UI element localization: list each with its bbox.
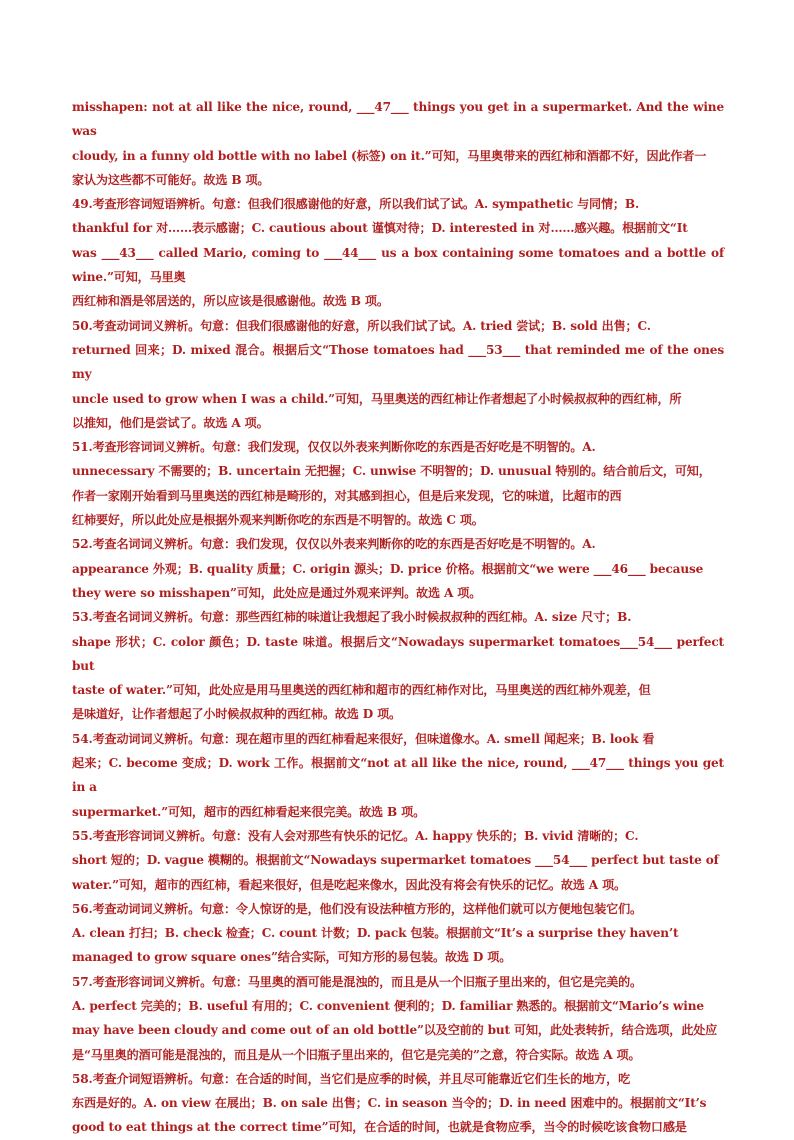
text-line: uncle used to grow when I was a child.”可知，马里奥送的西红柿让作者想起了小时候叔叔种的西红柿，所: [72, 391, 682, 406]
text-line: may have been cloudy and come out of an old bottle”以及空前的 but 可知，此处表转折，结合选项，此处应: [72, 1023, 718, 1038]
text-line: 是“马里奥的酒可能是混浊的，而且是从一个旧瓶子里出来的，但它是完美的”之意，符合实际。故选 A 项。: [72, 1047, 641, 1062]
text-line: misshapen: not at all like the nice, round, ___47___ things you get in a supermarket. And the wine was: [72, 100, 724, 139]
text-line: unnecessary 不需要的；B. uncertain 无把握；C. unwise 不明智的；D. unusual 特别的。结合前后文，可知，: [72, 464, 711, 479]
text-line: supermarket.”可知，超市的西红柿看起来很完美。故选 B 项。: [72, 804, 426, 819]
text-line: taste of water.”可知，此处应是用马里奥送的西红柿和超市的西红柿作对比，马里奥送的西红柿外观差，但: [72, 683, 651, 698]
text-line: 是味道好，让作者想起了小时候叔叔种的西红柿。故选 D 项。: [72, 707, 401, 722]
text-line: A. perfect 完美的；B. useful 有用的；C. convenient 便利的；D. familiar 熟悉的。根据前文“Mario’s wine: [72, 998, 704, 1013]
text-line: 作者一家刚开始看到马里奥送的西红柿是畸形的，对其感到担心，但是后来发现，它的味道，比超市的西: [72, 488, 622, 503]
text-line: 起来；C. become 变成；D. work 工作。根据前文“not at all like the nice, round, ___47___ things you get in a: [72, 756, 724, 795]
text-line: returned 回来；D. mixed 混合。根据后文“Those tomatoes had ___53___ that reminded me of the ones my: [72, 342, 724, 382]
text-line: cloudy, in a funny old bottle with no label (标签) on it.”可知，马里奥带来的西红柿和酒都不好，因此作者一: [72, 148, 707, 163]
text-line: thankful for 对……表示感谢；C. cautious about 谨慎对待；D. interested in 对……感兴趣。根据前文“It: [72, 221, 688, 236]
text-line: 49.考查形容词短语辨析。句意：但我们很感谢他的好意，所以我们试了试。A. sympathetic 与同情；B.: [72, 197, 640, 212]
text-line: appearance 外观；B. quality 质量；C. origin 源头；D. price 价格。根据前文“we were ___46___ because: [72, 561, 704, 576]
text-line: 57.考查形容词词义辨析。句意：马里奥的酒可能是混浊的，而且是从一个旧瓶子里出来的，但它是完美的。: [72, 974, 643, 989]
text-line: 52.考查名词词义辨析。句意：我们发现，仅仅以外表来判断你的吃的东西是否好吃是不明智的。A.: [72, 537, 596, 552]
text-line: 50.考查动词词义辨析。句意：但我们很感谢他的好意，所以我们试了试。A. tried 尝试；B. sold 出售；C.: [72, 318, 651, 333]
text-line: good to eat things at the correct time”可知，在合适的时间，也就是食物应季，当令的时候吃该食物口感是: [72, 1120, 687, 1135]
text-line: water.”可知，超市的西红柿，看起来很好，但是吃起来像水，因此没有将会有快乐的记忆。故选 A 项。: [72, 877, 626, 892]
text-line: 东西是好的。A. on view 在展出；B. on sale 出售；C. in season 当令的；D. in need 困难中的。根据前文“It’s: [72, 1096, 707, 1111]
text-line: 以推知，他们是尝试了。故选 A 项。: [72, 415, 269, 430]
text-line: 红柿要好，所以此处应是根据外观来判断你吃的东西是不明智的。故选 C 项。: [72, 513, 484, 528]
text-line: 54.考查动词词义辨析。句意：现在超市里的西红柿看起来很好，但味道像水。A. smell 闻起来；B. look 看: [72, 731, 655, 746]
text-line: short 短的；D. vague 模糊的。根据前文“Nowadays supermarket tomatoes ___54___ perfect but taste of: [72, 853, 719, 868]
text-line: managed to grow square ones”结合实际，可知方形的易包装。故选 D 项。: [72, 950, 512, 965]
text-line: 56.考查动词词义辨析。句意：令人惊讶的是，他们没有设法种植方形的，这样他们就可以方便地包装它们。: [72, 901, 643, 916]
text-line: 51.考查形容词词义辨析。句意：我们发现，仅仅以外表来判断你吃的东西是否好吃是不明智的。A.: [72, 440, 596, 455]
text-line: 西红柿和酒是邻居送的，所以应该是很感谢他。故选 B 项。: [72, 294, 389, 309]
answer-explanation-text: [72, 95, 724, 1140]
text-line: 家认为这些都不可能好。故选 B 项。: [72, 172, 270, 187]
text-line: 53.考查名词词义辨析。句意：那些西红柿的味道让我想起了我小时候叔叔种的西红柿。A. size 尺寸；B.: [72, 610, 632, 625]
text-line: A. clean 打扫；B. check 检查；C. count 计数；D. pack 包装。根据前文“It’s a surprise they haven’t: [72, 926, 679, 941]
text-line: was ___43___ called Mario, coming to ___44___ us a box containing some tomatoes and a bottle of wine.”可知，马里奥: [72, 245, 724, 285]
text-line: 58.考查介词短语辨析。句意：在合适的时间，当它们是应季的时候，并且尽可能靠近它们生长的地方，吃: [72, 1071, 631, 1086]
text-line: they were so misshapen”可知，此处应是通过外观来评判。故选 A 项。: [72, 585, 482, 600]
text-line: 55.考查形容词词义辨析。句意：没有人会对那些有快乐的记忆。A. happy 快乐的；B. vivid 清晰的；C.: [72, 828, 639, 843]
text-line: shape 形状；C. color 颜色；D. taste 味道。根据后文“Nowadays supermarket tomatoes___54___ perfect but: [72, 634, 724, 673]
